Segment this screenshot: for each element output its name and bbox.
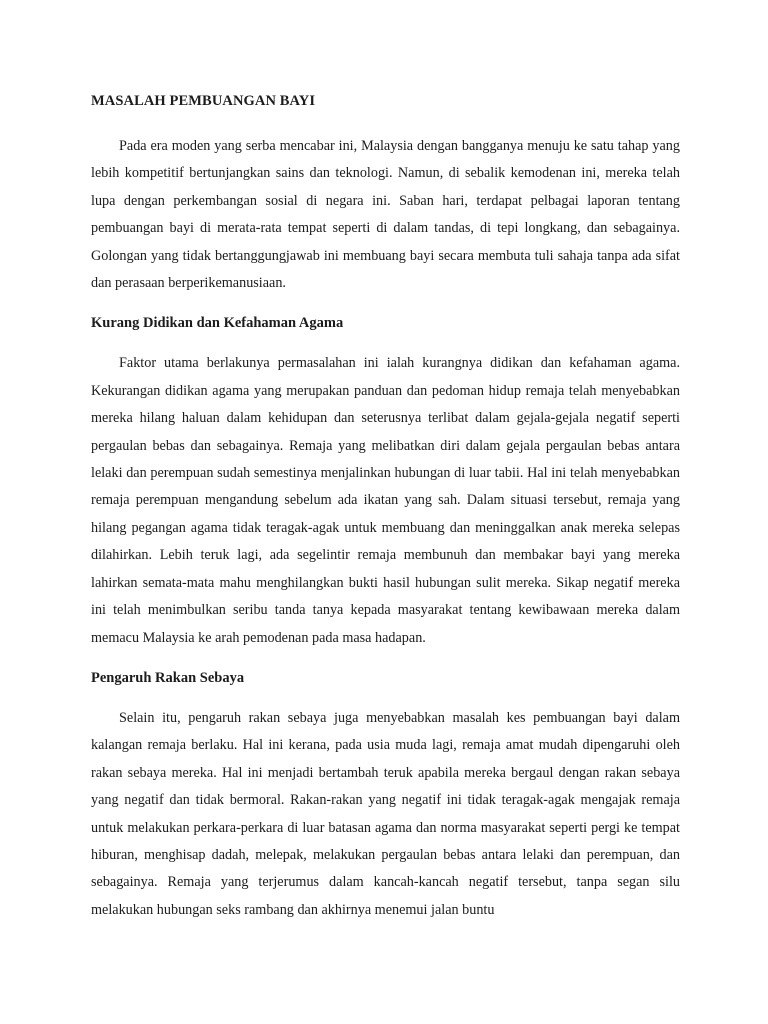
section-paragraph-agama: Faktor utama berlakunya permasalahan ini ialah kurangnya didikan dan kefahaman agama. Kekurangan didikan agama yang merupakan panduan dan pedoman hidup remaja telah menyebabkan mereka hilang haluan dalam kehidupan dan seterusnya terlibat dalam gejala-gejala negatif seperti pergaulan bebas dan sebagainya. Remaja yang melibatkan diri dalam gejala pergaulan bebas antara lelaki dan perempuan sudah semestinya menjalinkan hubungan di luar tabii. Hal ini telah menyebabkan remaja perempuan mengandung sebelum ada ikatan yang sah. Dalam situasi tersebut, remaja yang hilang pegangan agama tidak teragak-agak untuk membuang dan meninggalkan anak mereka selepas dilahirkan. Lebih teruk lagi, ada segelintir remaja membunuh dan membakar bayi yang mereka lahirkan semata-mata mahu menghilangkan bukti hasil hubungan sulit mereka. Sikap negatif mereka ini telah menimbulkan seribu tanda tanya kepada masyarakat tentang kewibawaan mereka dalam memacu Malaysia ke arah pemodenan pada masa hadapan. (91, 355, 680, 646)
intro-paragraph: Pada era moden yang serba mencabar ini, Malaysia dengan bangganya menuju ke satu tahap yang lebih kompetitif bertunjangkan sains dan teknologi. Namun, di sebalik kemodenan ini, mereka telah lupa dengan perkembangan sosial di negara ini. Saban hari, terdapat pelbagai laporan tentang pembuangan bayi di merata-rata tempat seperti di dalam tandas, di tepi longkang, dan sebagainya. Golongan yang tidak bertanggungjawab ini membuang bayi secara membuta tuli sahaja tanpa ada sifat dan perasaan berperikemanusiaan. (91, 138, 680, 292)
section-paragraph-rakan-sebaya: Selain itu, pengaruh rakan sebaya juga menyebabkan masalah kes pembuangan bayi dalam kalangan remaja berlaku. Hal ini kerana, pada usia muda lagi, remaja amat mudah dipengaruhi oleh rakan sebaya mereka. Hal ini menjadi bertambah teruk apabila mereka bergaul dengan rakan sebaya yang negatif dan tidak bermoral. Rakan-rakan yang negatif ini tidak teragak-agak mengajak remaja untuk melakukan perkara-perkara di luar batasan agama dan norma masyarakat seperti pergi ke tempat hiburan, menghisap dadah, melepak, melakukan pergaulan bebas antara lelaki dan perempuan, dan sebagainya. Remaja yang terjerumus dalam kancah-kancah negatif tersebut, tanpa segan silu melakukan hubungan seks rambang dan akhirnya menemui jalan buntu (91, 709, 680, 918)
section-heading-agama: Kurang Didikan dan Kefahaman Agama (91, 315, 344, 332)
document-title: MASALAH PEMBUANGAN BAYI (91, 93, 316, 109)
section-heading-rakan-sebaya: Pengaruh Rakan Sebaya (91, 669, 245, 686)
